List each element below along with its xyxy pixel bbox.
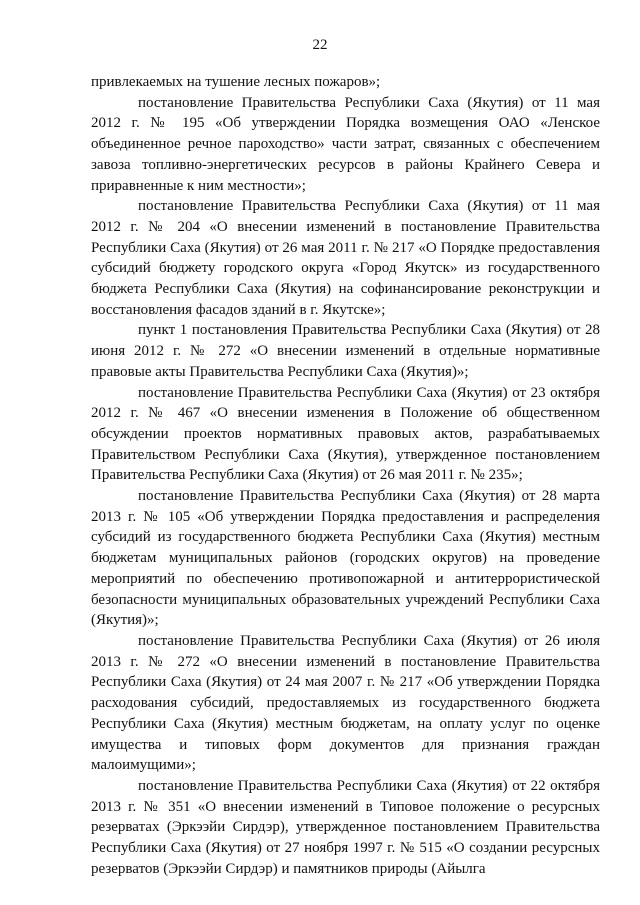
paragraph-continuation: привлекаемых на тушение лесных пожаров»; — [91, 74, 381, 90]
document-body — [91, 72, 600, 879]
paragraph-decree-351: постановление Правительства Республики Саха (Якутия) от 22 октября 2013 г. № 351 «О внесении изменений в Типовое положение о ресурсных резерватах (Эркээйи Сирдэр), утвержденное постановлением Правительства Республики Саха (Якутия) от 27 ноября 1997 г. № 515 «О создании ресурсных резерватов (Эркээйи Сирдэр) и памятников природы (Айылга — [91, 777, 600, 877]
paragraph-decree-272-item-1: пункт 1 постановления Правительства Республики Саха (Якутия) от 28 июня 2012 г. № 272 «О внесении изменений в отдельные нормативные правовые акты Правительства Республики Саха (Якутия)»; — [91, 322, 600, 380]
paragraph-decree-272-2013: постановление Правительства Республики Саха (Якутия) от 26 июля 2013 г. № 272 «О внесении изменений в постановление Правительства Республики Саха (Якутия) от 24 мая 2007 г. № 217 «Об утверждении Порядка расходования субсидий, предоставляемых из государственного бюджета Республики Саха (Якутия) местным бюджетам, на оплату услуг по оценке имущества и типовых форм документов для признания граждан малоимущими»; — [91, 632, 600, 774]
paragraph-decree-204: постановление Правительства Республики Саха (Якутия) от 11 мая 2012 г. № 204 «О внесении изменений в постановление Правительства Республики Саха (Якутия) от 26 мая 2011 г. № 217 «О Порядке предоставления субсидий бюджету городского округа «Город Якутск» из государственного бюджета Республики Саха (Якутия) на софинансирование реконструкции и восстановления фасадов зданий в г. Якутске»; — [91, 198, 600, 318]
paragraph-decree-105: постановление Правительства Республики Саха (Якутия) от 28 марта 2013 г. № 105 «Об утверждении Порядка предоставления и распределения субсидий из государственного бюджета Республики Саха (Якутия) местным бюджетам муниципальных районов (городских округов) на проведение мероприятий по обеспечению противопожарной и антитеррористической безопасности муниципальных образовательных учреждений Республики Саха (Якутия)»; — [91, 488, 600, 629]
paragraph-decree-195: постановление Правительства Республики Саха (Якутия) от 11 мая 2012 г. № 195 «Об утверждении Порядка возмещения ОАО «Ленское объединенное речное пароходство» части затрат, связанных с обеспечением завоза топливно-энергетических ресурсов в районы Крайнего Севера и приравненные к ним местности»; — [91, 94, 600, 194]
page-number: 22 — [312, 37, 328, 53]
paragraph-decree-467: постановление Правительства Республики Саха (Якутия) от 23 октября 2012 г. № 467 «О внесении изменения в Положение об общественном обсуждении проектов нормативных правовых актов, разрабатываемых Правительством Республики Саха (Якутия), утвержденное постановлением Правительства Республики Саха (Якутия) от 26 мая 2011 г. № 235»; — [91, 384, 600, 484]
